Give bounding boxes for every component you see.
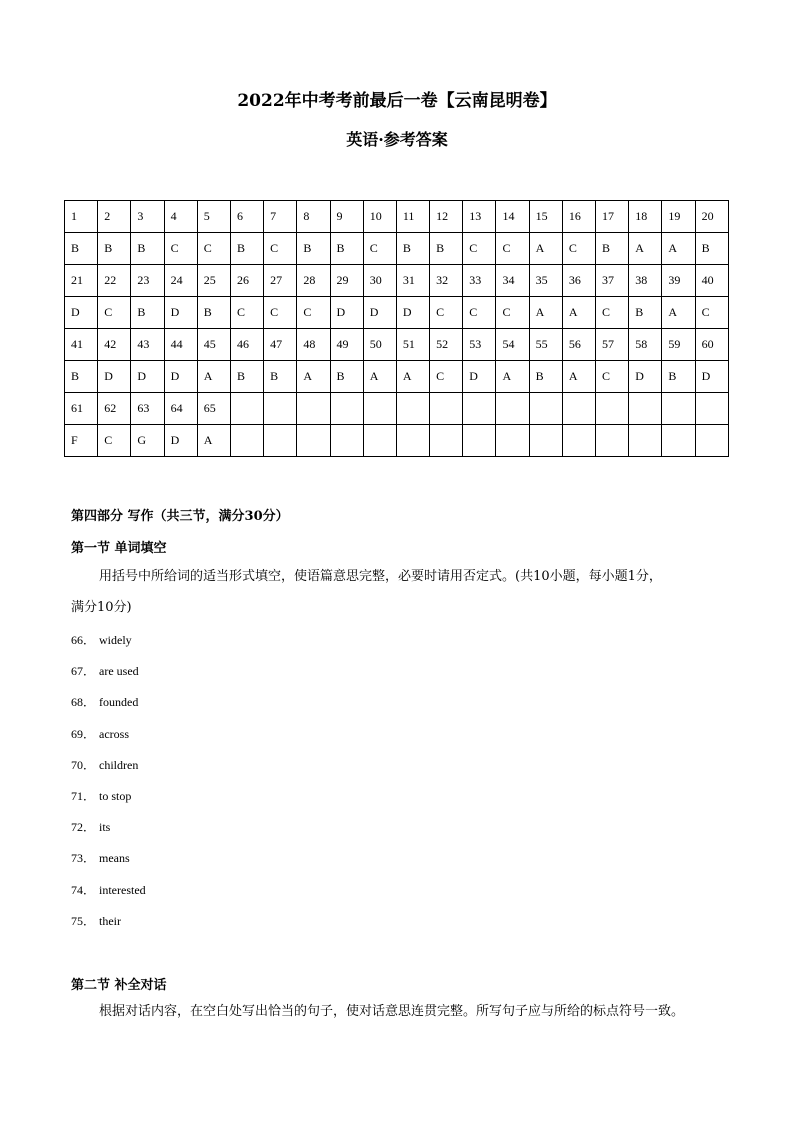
- answer-cell: F: [65, 425, 98, 457]
- answer-cell: [695, 425, 728, 457]
- question-number-cell: 65: [197, 393, 230, 425]
- list-item: [71, 662, 139, 679]
- question-number-cell: 12: [430, 201, 463, 233]
- question-number-cell: 45: [197, 329, 230, 361]
- item-answer: interested: [99, 882, 146, 897]
- answer-cell: [496, 425, 529, 457]
- answer-cell: D: [131, 361, 164, 393]
- question-number-cell: 30: [363, 265, 396, 297]
- item-number: 72．: [71, 820, 96, 835]
- answer-cell: B: [695, 233, 728, 265]
- question-number-cell: [662, 393, 695, 425]
- answer-cell: B: [396, 233, 429, 265]
- question-number-cell: 8: [297, 201, 330, 233]
- question-number-cell: 13: [463, 201, 496, 233]
- item-number: 71．: [71, 789, 96, 803]
- question-number-cell: [330, 393, 363, 425]
- item-number: 75．: [71, 913, 96, 928]
- answer-cell: A: [629, 233, 662, 265]
- question-number-cell: 39: [662, 265, 695, 297]
- question-number-cell: 61: [65, 393, 98, 425]
- answer-cell: A: [662, 297, 695, 329]
- list-item: [71, 912, 121, 929]
- list-item: [71, 725, 129, 742]
- question-number-cell: 31: [396, 265, 429, 297]
- question-number-cell: [496, 393, 529, 425]
- question-number-cell: 32: [430, 265, 463, 297]
- answer-cell: C: [562, 233, 595, 265]
- question-number-cell: 6: [230, 201, 263, 233]
- answer-cell: [396, 425, 429, 457]
- question-number-cell: 18: [629, 201, 662, 233]
- list-item: [71, 881, 146, 898]
- answer-cell: D: [164, 361, 197, 393]
- question-number-cell: 25: [197, 265, 230, 297]
- answer-row: [65, 233, 729, 265]
- answer-cell: B: [529, 361, 562, 393]
- answer-cell: [596, 425, 629, 457]
- question-number-cell: [396, 393, 429, 425]
- question-number-cell: 48: [297, 329, 330, 361]
- question-number-cell: 26: [230, 265, 263, 297]
- answer-cell: A: [496, 361, 529, 393]
- answer-cell: C: [264, 233, 297, 265]
- answer-cell: C: [496, 233, 529, 265]
- question-number-cell: 2: [98, 201, 131, 233]
- answer-cell: A: [562, 361, 595, 393]
- question-number-cell: 11: [396, 201, 429, 233]
- question-number-cell: 57: [596, 329, 629, 361]
- answer-cell: B: [131, 233, 164, 265]
- answer-cell: A: [562, 297, 595, 329]
- question-number-cell: 53: [463, 329, 496, 361]
- section2-title: 第二节 补全对话: [71, 978, 167, 993]
- answer-cell: C: [98, 297, 131, 329]
- question-number-cell: 51: [396, 329, 429, 361]
- question-number-cell: 63: [131, 393, 164, 425]
- answer-cell: B: [230, 361, 263, 393]
- part4-title: 第四部分 写作（共三节，满分30分）: [71, 509, 289, 524]
- question-number-cell: [529, 393, 562, 425]
- answer-cell: C: [197, 233, 230, 265]
- question-number-cell: 52: [430, 329, 463, 361]
- answer-cell: A: [529, 233, 562, 265]
- item-answer: its: [99, 820, 111, 835]
- question-number-cell: 42: [98, 329, 131, 361]
- answer-cell: [562, 425, 595, 457]
- question-number-cell: 43: [131, 329, 164, 361]
- answer-cell: D: [629, 361, 662, 393]
- question-number-cell: [695, 393, 728, 425]
- answer-cell: [430, 425, 463, 457]
- question-number-cell: [230, 393, 263, 425]
- answer-cell: B: [197, 297, 230, 329]
- answer-cell: A: [197, 361, 230, 393]
- item-number: 74．: [71, 882, 96, 897]
- answer-cell: B: [264, 361, 297, 393]
- answer-cell: C: [430, 361, 463, 393]
- answer-cell: D: [463, 361, 496, 393]
- answer-cell: D: [396, 297, 429, 329]
- question-number-cell: 60: [695, 329, 728, 361]
- question-number-cell: 10: [363, 201, 396, 233]
- answer-cell: B: [662, 361, 695, 393]
- item-number: 73．: [71, 851, 96, 866]
- answer-cell: B: [131, 297, 164, 329]
- question-number-cell: [629, 393, 662, 425]
- answer-cell: [363, 425, 396, 457]
- answer-row: [65, 425, 729, 457]
- answer-cell: [264, 425, 297, 457]
- answer-cell: A: [297, 361, 330, 393]
- item-number: 67．: [71, 664, 96, 679]
- question-number-cell: 44: [164, 329, 197, 361]
- section2-instruction: [71, 996, 731, 1027]
- answer-cell: A: [529, 297, 562, 329]
- item-answer: widely: [99, 633, 132, 647]
- answer-cell: C: [264, 297, 297, 329]
- answer-cell: D: [164, 425, 197, 457]
- answer-cell: D: [98, 361, 131, 393]
- question-number-cell: [297, 393, 330, 425]
- question-number-cell: 14: [496, 201, 529, 233]
- answer-cell: D: [164, 297, 197, 329]
- question-number-cell: 27: [264, 265, 297, 297]
- page-title: 2022年中考考前最后一卷【云南昆明卷】: [237, 91, 557, 111]
- item-answer: are used: [99, 664, 139, 679]
- item-number: 68．: [71, 695, 96, 710]
- question-number-row: [65, 393, 729, 425]
- question-number-cell: 19: [662, 201, 695, 233]
- answer-cell: [297, 425, 330, 457]
- item-answer: means: [99, 851, 130, 866]
- list-item: [71, 849, 130, 866]
- answer-cell: C: [297, 297, 330, 329]
- answer-cell: D: [330, 297, 363, 329]
- answer-cell: C: [430, 297, 463, 329]
- answer-cell: A: [662, 233, 695, 265]
- question-number-cell: [596, 393, 629, 425]
- list-item: [71, 631, 132, 648]
- question-number-cell: 58: [629, 329, 662, 361]
- question-number-cell: 56: [562, 329, 595, 361]
- question-number-cell: [430, 393, 463, 425]
- answer-table: [64, 200, 729, 457]
- question-number-cell: 21: [65, 265, 98, 297]
- question-number-cell: 59: [662, 329, 695, 361]
- list-item: [71, 787, 131, 804]
- question-number-cell: 20: [695, 201, 728, 233]
- answer-cell: A: [363, 361, 396, 393]
- answer-cell: B: [98, 233, 131, 265]
- question-number-cell: 40: [695, 265, 728, 297]
- question-number-cell: 46: [230, 329, 263, 361]
- answer-cell: C: [695, 297, 728, 329]
- question-number-cell: 9: [330, 201, 363, 233]
- answer-cell: D: [695, 361, 728, 393]
- answer-cell: A: [197, 425, 230, 457]
- answer-cell: [230, 425, 263, 457]
- answer-cell: C: [98, 425, 131, 457]
- list-item: [71, 756, 138, 773]
- section1-instruction: [71, 561, 731, 623]
- answer-cell: C: [463, 233, 496, 265]
- question-number-cell: 36: [562, 265, 595, 297]
- answer-cell: B: [330, 233, 363, 265]
- question-number-cell: 22: [98, 265, 131, 297]
- question-number-row: [65, 265, 729, 297]
- answer-row: [65, 361, 729, 393]
- item-number: 66．: [71, 633, 96, 647]
- question-number-cell: 7: [264, 201, 297, 233]
- answer-cell: C: [463, 297, 496, 329]
- item-answer: to stop: [99, 789, 132, 803]
- item-number: 70．: [71, 757, 96, 772]
- question-number-cell: 16: [562, 201, 595, 233]
- list-item: [71, 818, 110, 835]
- answer-cell: [330, 425, 363, 457]
- answer-cell: B: [430, 233, 463, 265]
- question-number-cell: [363, 393, 396, 425]
- item-answer: across: [99, 726, 129, 741]
- question-number-cell: 64: [164, 393, 197, 425]
- item-answer: founded: [99, 695, 139, 710]
- section1-instruction-line2: 满分10分): [71, 600, 132, 615]
- answer-cell: B: [330, 361, 363, 393]
- question-number-cell: 47: [264, 329, 297, 361]
- answer-cell: C: [496, 297, 529, 329]
- answer-cell: [629, 425, 662, 457]
- question-number-cell: 41: [65, 329, 98, 361]
- answer-cell: C: [596, 297, 629, 329]
- answer-cell: B: [297, 233, 330, 265]
- question-number-cell: 17: [596, 201, 629, 233]
- question-number-cell: 28: [297, 265, 330, 297]
- question-number-cell: 34: [496, 265, 529, 297]
- answer-cell: B: [65, 233, 98, 265]
- answer-cell: C: [596, 361, 629, 393]
- page-subtitle: 英语·参考答案: [346, 130, 448, 149]
- question-number-cell: 15: [529, 201, 562, 233]
- answer-cell: C: [164, 233, 197, 265]
- answer-cell: [662, 425, 695, 457]
- answer-cell: D: [363, 297, 396, 329]
- answer-cell: [463, 425, 496, 457]
- question-number-cell: 23: [131, 265, 164, 297]
- section1-title: 第一节 单词填空: [71, 541, 167, 556]
- question-number-cell: 33: [463, 265, 496, 297]
- answer-cell: B: [230, 233, 263, 265]
- question-number-cell: 62: [98, 393, 131, 425]
- question-number-cell: 35: [529, 265, 562, 297]
- question-number-cell: 55: [529, 329, 562, 361]
- answer-cell: G: [131, 425, 164, 457]
- question-number-cell: 54: [496, 329, 529, 361]
- item-answer: children: [99, 757, 139, 772]
- question-number-cell: [562, 393, 595, 425]
- question-number-cell: 49: [330, 329, 363, 361]
- question-number-cell: 50: [363, 329, 396, 361]
- answer-cell: D: [65, 297, 98, 329]
- answer-cell: [529, 425, 562, 457]
- section1-instruction-line1: 用括号中所给词的适当形式填空，使语篇意思完整，必要时请用否定式。(共10小题，每小题1分，: [99, 569, 662, 584]
- question-number-cell: 1: [65, 201, 98, 233]
- question-number-cell: [264, 393, 297, 425]
- section2-instruction-text: 根据对话内容，在空白处写出恰当的句子，使对话意思连贯完整。所写句子应与所给的标点符号一致。: [99, 1004, 685, 1019]
- answer-cell: B: [65, 361, 98, 393]
- item-answer: their: [99, 913, 121, 928]
- list-item: [71, 693, 138, 710]
- question-number-cell: [463, 393, 496, 425]
- question-number-row: [65, 329, 729, 361]
- question-number-cell: 5: [197, 201, 230, 233]
- answer-cell: C: [363, 233, 396, 265]
- question-number-cell: 4: [164, 201, 197, 233]
- answer-row: [65, 297, 729, 329]
- question-number-cell: 3: [131, 201, 164, 233]
- question-number-cell: 24: [164, 265, 197, 297]
- answer-cell: B: [629, 297, 662, 329]
- answer-cell: C: [230, 297, 263, 329]
- question-number-cell: 29: [330, 265, 363, 297]
- question-number-cell: 38: [629, 265, 662, 297]
- question-number-cell: 37: [596, 265, 629, 297]
- question-number-row: [65, 201, 729, 233]
- answer-cell: B: [596, 233, 629, 265]
- item-number: 69．: [71, 726, 96, 741]
- answer-cell: A: [396, 361, 429, 393]
